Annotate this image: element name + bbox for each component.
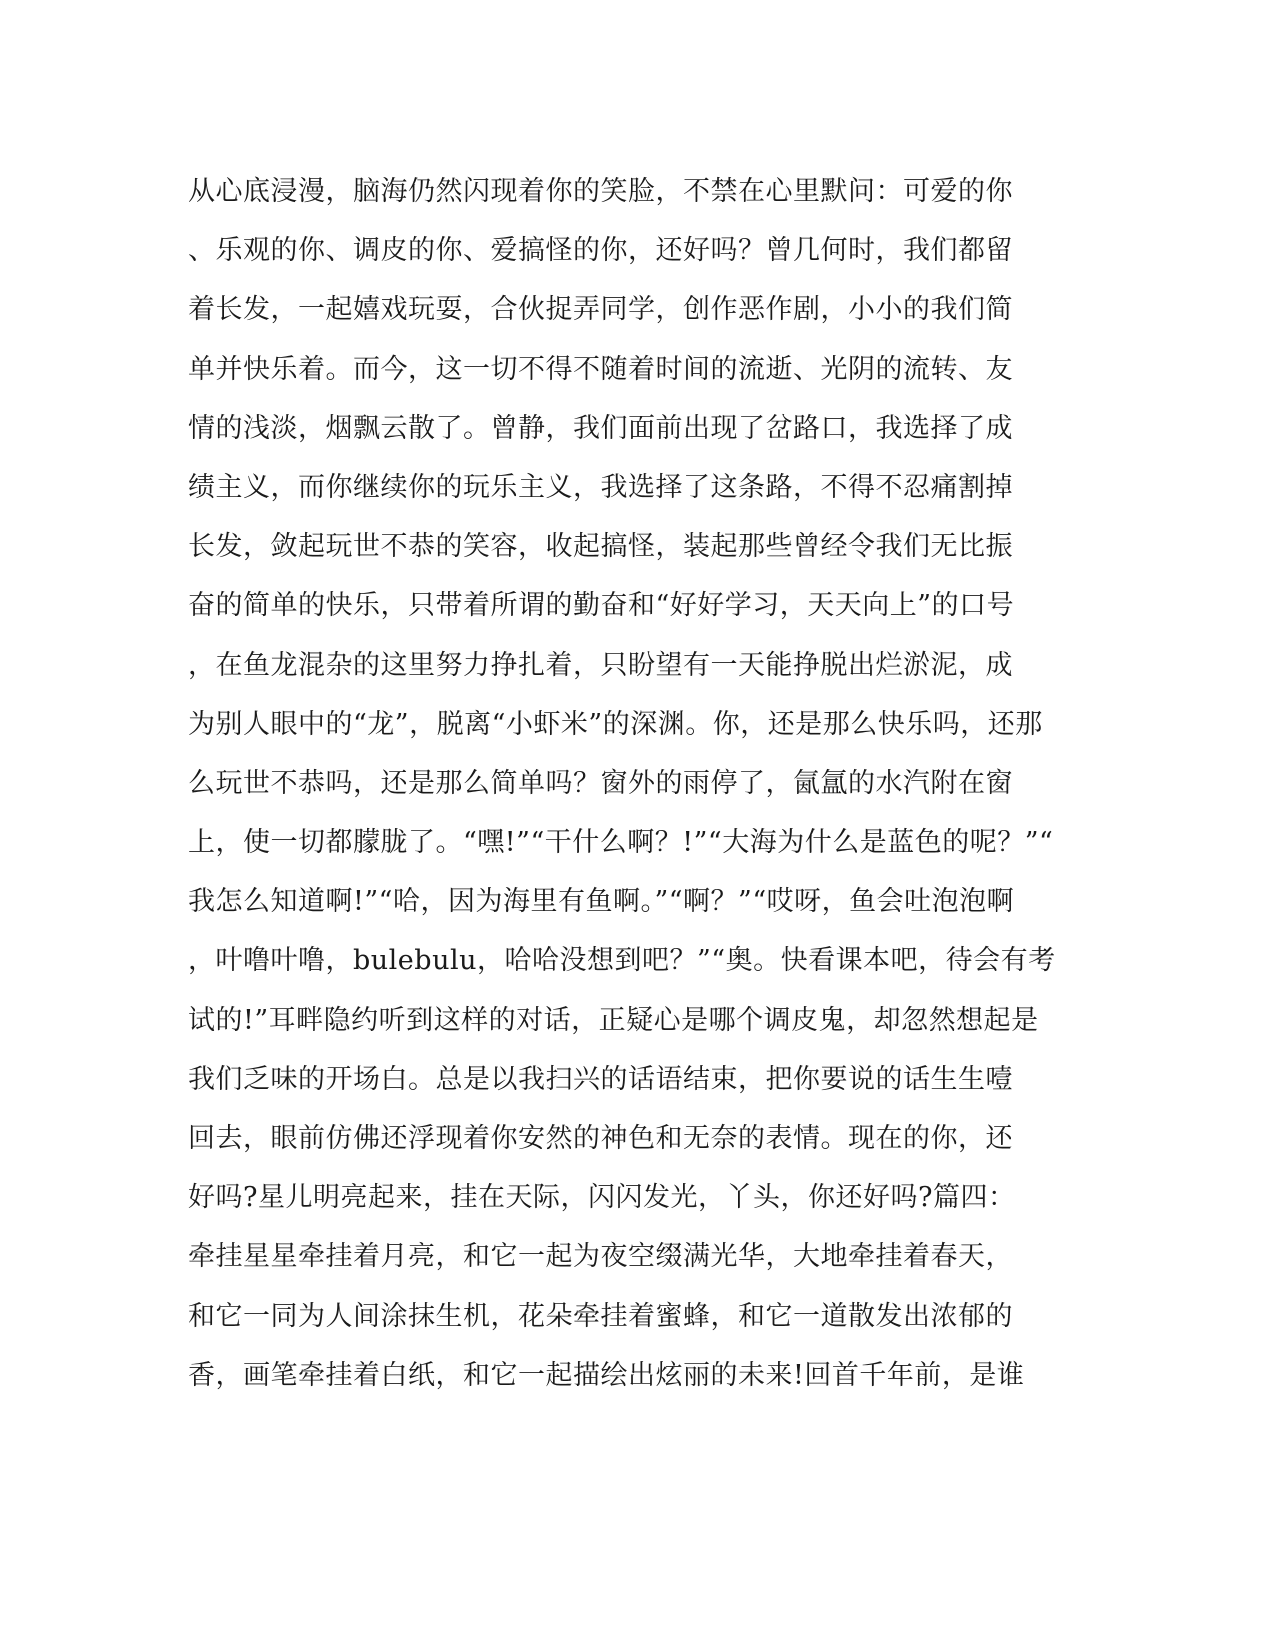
text-line: 我们乏味的开场白。总是以我扫兴的话语结束，把你要说的话生生噎 — [188, 1063, 1013, 1095]
text-line: 好吗?星儿明亮起来，挂在天际，闪闪发光，丫头，你还好吗?篇四： — [188, 1182, 1016, 1214]
text-line: 绩主义，而你继续你的玩乐主义，我选择了这条路，不得不忍痛割掉 — [188, 471, 1013, 503]
text-line: 我怎么知道啊!”“哈，因为海里有鱼啊。”“啊？”“哎呀，鱼会吐泡泡啊 — [188, 886, 1015, 918]
text-line: ，在鱼龙混杂的这里努力挣扎着，只盼望有一天能挣脱出烂淤泥，成 — [188, 649, 1013, 681]
text-line: 为别人眼中的“龙”，脱离“小虾米”的深渊。你，还是那么快乐吗，还那 — [188, 708, 1043, 740]
text-line: 么玩世不恭吗，还是那么简单吗？窗外的雨停了，氤氲的水汽附在窗 — [188, 767, 1013, 799]
text-line: 奋的简单的快乐，只带着所谓的勤奋和“好好学习，天天向上”的口号 — [188, 590, 1015, 622]
text-line: 和它一同为人间涂抹生机，花朵牵挂着蜜蜂，和它一道散发出浓郁的 — [188, 1300, 1013, 1332]
text-line: 回去，眼前仿佛还浮现着你安然的神色和无奈的表情。现在的你，还 — [188, 1123, 1013, 1154]
text-line: 牵挂星星牵挂着月亮，和它一起为夜空缀满光华，大地牵挂着春天， — [188, 1241, 1013, 1273]
text-line: 试的!”耳畔隐约听到这样的对话，正疑心是哪个调皮鬼，却忽然想起是 — [188, 1004, 1039, 1036]
text-line: 香，画笔牵挂着白纸，和它一起描绘出炫丽的未来!回首千年前，是谁 — [188, 1359, 1025, 1391]
body-text — [188, 162, 1088, 1405]
text-line: 上，使一切都朦胧了。“嘿!”“干什么啊？!”“大海为什么是蓝色的呢？”“ — [188, 827, 1054, 859]
text-line: ，叶噜叶噜，bulebulu，哈哈没想到吧？”“奥。快看课本吧，待会有考 — [188, 945, 1056, 977]
text-line: 着长发，一起嬉戏玩耍，合伙捉弄同学，创作恶作剧，小小的我们简 — [188, 294, 1013, 326]
text-line: 单并快乐着。而今，这一切不得不随着时间的流逝、光阴的流转、友 — [188, 353, 1013, 385]
text-line: 情的浅淡，烟飘云散了。曾静，我们面前出现了岔路口，我选择了成 — [188, 412, 1013, 444]
text-line: 从心底浸漫，脑海仍然闪现着你的笑脸，不禁在心里默问：可爱的你 — [188, 176, 1013, 207]
text-line: 、乐观的你、调皮的你、爱搞怪的你，还好吗？曾几何时，我们都留 — [188, 235, 1013, 267]
text-line: 长发，敛起玩世不恭的笑容，收起搞怪，装起那些曾经令我们无比振 — [188, 531, 1013, 563]
